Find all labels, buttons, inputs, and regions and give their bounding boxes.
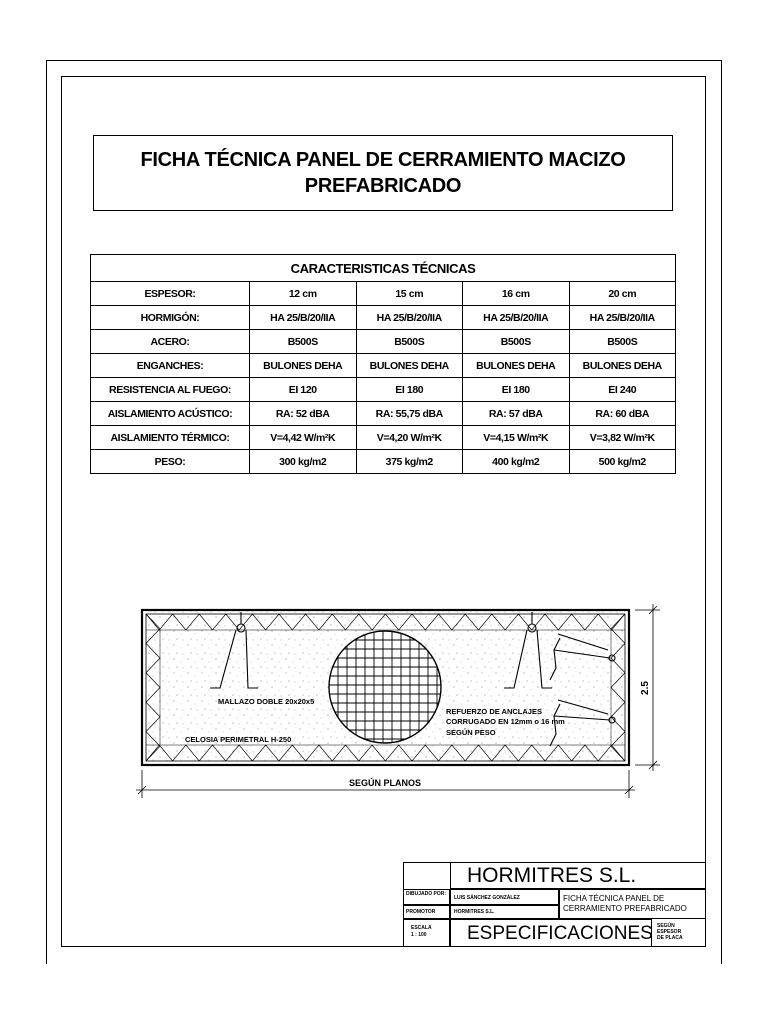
specs-table-body — [91, 282, 676, 474]
specs-row-label: ENGANCHES: — [91, 354, 250, 378]
specs-row-label: AISLAMIENTO TÉRMICO: — [91, 426, 250, 450]
specs-cell: 12 cm — [250, 282, 357, 306]
title-block — [403, 862, 706, 947]
document-title — [93, 135, 673, 211]
title-line-1: FICHA TÉCNICA PANEL DE CERRAMIENTO MACIZO — [140, 149, 626, 171]
specs-cell: EI 180 — [356, 378, 463, 402]
specs-cell: BULONES DEHA — [569, 354, 676, 378]
specs-cell: HA 25/B/20/IIA — [569, 306, 676, 330]
note-line-2: ESPESOR — [657, 929, 682, 935]
panel-section-drawing — [130, 600, 660, 800]
description-line-2: CERRAMIENTO PREFABRICADO — [563, 904, 687, 913]
specs-cell: RA: 55,75 dBA — [356, 402, 463, 426]
mesh-label: MALLAZO DOBLE 20x20x5 — [218, 697, 315, 706]
drawn-by-value: LUIS SÁNCHEZ GONZÁLEZ — [454, 895, 520, 901]
specs-table — [90, 254, 676, 474]
specs-cell: EI 180 — [463, 378, 570, 402]
promoter-value: HORMITRES S.L. — [454, 909, 495, 915]
specs-row-label: HORMIGÓN: — [91, 306, 250, 330]
specs-row — [91, 450, 676, 474]
specs-row — [91, 330, 676, 354]
drawn-by-label: DIBUJADO POR: — [406, 891, 447, 897]
specs-row — [91, 282, 676, 306]
specs-cell: 400 kg/m2 — [463, 450, 570, 474]
specs-cell: HA 25/B/20/IIA — [356, 306, 463, 330]
specs-cell: B500S — [356, 330, 463, 354]
specs-cell: HA 25/B/20/IIA — [250, 306, 357, 330]
specs-cell: 15 cm — [356, 282, 463, 306]
lattice-label: CELOSIA PERIMETRAL H-250 — [185, 735, 292, 744]
specs-cell: RA: 60 dBA — [569, 402, 676, 426]
width-dimension-label: SEGÚN PLANOS — [348, 778, 422, 788]
anchor-label-3: SEGÚN PESO — [446, 728, 496, 737]
specs-row-label: ESPESOR: — [91, 282, 250, 306]
note-line-3: DE PLACA — [657, 935, 683, 941]
specs-row — [91, 354, 676, 378]
specs-row — [91, 378, 676, 402]
specs-row — [91, 306, 676, 330]
anchor-label-1: REFUERZO DE ANCLAJES — [446, 707, 542, 716]
specs-cell: EI 240 — [569, 378, 676, 402]
specs-cell: BULONES DEHA — [463, 354, 570, 378]
specs-row-label: RESISTENCIA AL FUEGO: — [91, 378, 250, 402]
specs-cell: 375 kg/m2 — [356, 450, 463, 474]
specs-cell: 16 cm — [463, 282, 570, 306]
specs-cell: B500S — [463, 330, 570, 354]
scale-label: ESCALA — [411, 925, 432, 931]
promoter-label: PROMOTOR — [406, 909, 436, 915]
specs-row — [91, 402, 676, 426]
specs-table-heading: CARACTERISTICAS TÉCNICAS — [91, 255, 676, 282]
specs-cell: 20 cm — [569, 282, 676, 306]
note-line-1: SEGÚN — [657, 923, 675, 929]
specs-cell: BULONES DEHA — [250, 354, 357, 378]
company-name: HORMITRES S.L. — [467, 863, 637, 887]
specs-cell: B500S — [250, 330, 357, 354]
anchor-label-2: CORRUGADO EN 12mm o 16 mm — [446, 717, 565, 726]
specs-cell: RA: 57 dBA — [463, 402, 570, 426]
height-dimension-label: 2.5 — [640, 681, 651, 695]
scale-value: 1 : 100 — [411, 932, 427, 938]
specs-cell: B500S — [569, 330, 676, 354]
specs-cell: EI 120 — [250, 378, 357, 402]
description-line-1: FICHA TÉCNICA PANEL DE — [563, 894, 665, 903]
specs-row — [91, 426, 676, 450]
specs-cell: 500 kg/m2 — [569, 450, 676, 474]
specs-cell: 300 kg/m2 — [250, 450, 357, 474]
specs-cell: V=4,20 W/m²K — [356, 426, 463, 450]
specs-row-label: ACERO: — [91, 330, 250, 354]
specs-cell: HA 25/B/20/IIA — [463, 306, 570, 330]
specs-cell: V=4,15 W/m²K — [463, 426, 570, 450]
specs-cell: V=3,82 W/m²K — [569, 426, 676, 450]
title-line-2: PREFABRICADO — [304, 175, 462, 197]
specs-row-label: AISLAMIENTO ACÚSTICO: — [91, 402, 250, 426]
specs-cell: V=4,42 W/m²K — [250, 426, 357, 450]
specs-cell: RA: 52 dBA — [250, 402, 357, 426]
sheet-title: ESPECIFICACIONES — [467, 923, 653, 944]
specs-cell: BULONES DEHA — [356, 354, 463, 378]
specs-row-label: PESO: — [91, 450, 250, 474]
